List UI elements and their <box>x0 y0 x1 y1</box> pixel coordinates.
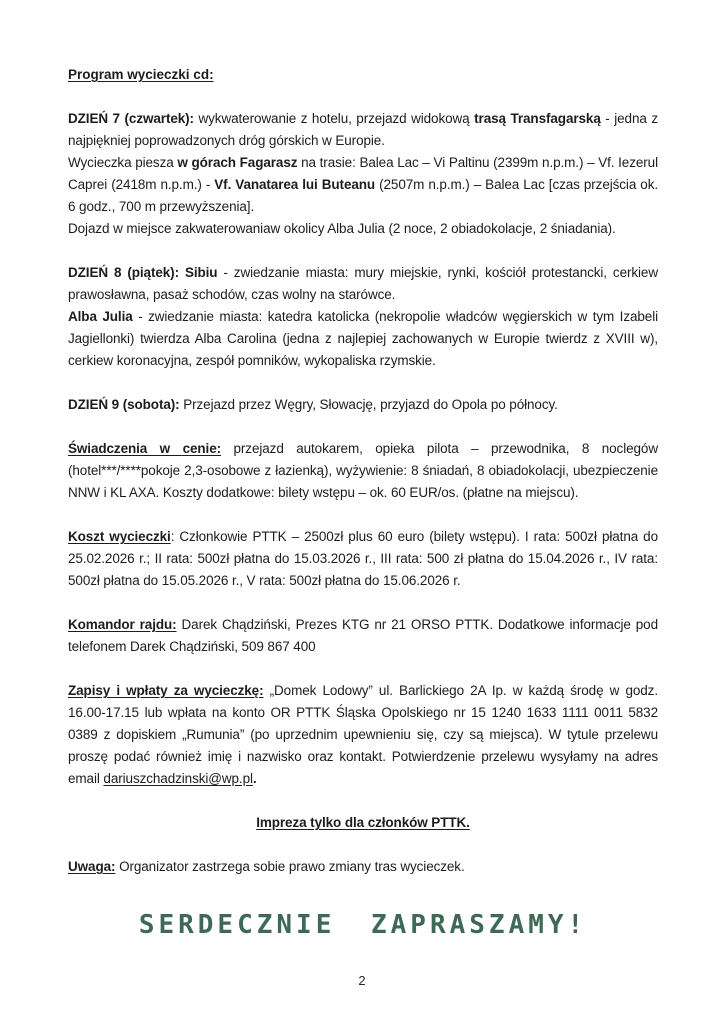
paragraph-dzien-8-alba-julia <box>68 306 658 372</box>
document-blocks <box>68 108 658 878</box>
paragraph-swiadczenia <box>68 438 658 504</box>
email-link[interactable]: dariuszchadzinski@wp.pl <box>103 771 253 786</box>
paragraph-zapisy <box>68 680 658 790</box>
paragraph-koszt-wycieczki <box>68 526 658 592</box>
text-run: „Domek Lodowy” ul. Barlickiego 2A Ip. w każdą środę w godz. 16.00-17.15 lub wpłata na konto OR PTTK Śląska Opolskiego nr 15 1240 1633 1111 0011 5832 0389 z dopiskiem „Rumunia” (po uprzednim upewnieniu się, czy są miejsca). W tytule przelewu proszę podać również imię i nazwisko oraz kontakt. Potwierdzenie przelewu wysyłamy na adres email <box>68 683 658 786</box>
text-run: Dojazd w miejsce zakwaterowaniaw okolicy Alba Julia (2 noce, 2 obiadokolacje, 2 śniadania). <box>68 221 616 236</box>
page-title: Program wycieczki cd: <box>68 67 214 82</box>
text-run: - jedna z najpiękniej poprowadzonych dróg górskich w Europie. <box>68 111 658 148</box>
text-run: DZIEŃ 7 (czwartek): <box>68 111 194 126</box>
paragraph-dzien-9 <box>68 394 658 416</box>
text-run: - zwiedzanie miasta: mury miejskie, rynki, kościół protestancki, cerkiew prawosławna, pasaż schodów, czas wolny na starówce. <box>68 265 658 302</box>
text-run: Impreza tylko dla członków PTTK. <box>256 815 470 830</box>
text-run: Vf. Vanatarea lui Buteanu <box>214 177 376 192</box>
text-run: Alba Julia <box>68 309 133 324</box>
closing-banner: SERDECZNIE ZAPRASZAMY! <box>138 910 588 940</box>
paragraph-dzien-7-wycieczka <box>68 152 658 218</box>
text-run: Organizator zastrzega sobie prawo zmiany tras wycieczek. <box>115 859 465 874</box>
text-run: przejazd autokarem, opieka pilota – przewodnika, 8 noclegów (hotel***/****pokoje 2,3-osobowe z łazienką), wyżywienie: 8 śniadań, 8 obiadokolacji, ubezpieczenie NNW i KL AXA. Koszty dodatkowe: bilety wstępu – ok. 60 EUR/os. (płatne na miejscu). <box>68 441 658 500</box>
paragraph-dzien-8-sibiu <box>68 262 658 306</box>
text-run: Przejazd przez Węgry, Słowację, przyjazd do Opola po północy. <box>179 397 558 412</box>
paragraph-impreza-note <box>68 812 658 834</box>
text-run: Darek Chądziński, Prezes KTG nr 21 ORSO PTTK. Dodatkowe informacje pod telefonem Darek Chądziński, 509 867 400 <box>68 617 658 654</box>
text-run: Koszt wycieczki <box>68 529 171 544</box>
paragraph-uwaga <box>68 856 658 878</box>
paragraph-komandor-rajdu <box>68 614 658 658</box>
text-run: . <box>252 771 257 786</box>
text-run: - zwiedzanie miasta: katedra katolicka (nekropolie władców węgierskich w tym Izabeli Jagiellonki) twierdza Alba Carolina (jedna z najlepiej zachowanych w Europie twierdz z XVIII w), cerkiew koronacyjna, zespół pomników, wykopaliska rzymskie. <box>68 309 658 368</box>
text-run: Świadczenia w cenie: <box>68 441 221 456</box>
text-run: Wycieczka piesza <box>68 155 178 170</box>
paragraph-dzien-7 <box>68 108 658 152</box>
text-run: w górach Fagarasz <box>177 155 298 170</box>
text-run: Uwaga: <box>68 859 116 874</box>
text-run: Komandor rajdu: <box>68 617 177 632</box>
page-number: 2 <box>358 973 366 988</box>
text-run: trasą Transfagarską <box>474 111 601 126</box>
text-run: Zapisy i wpłaty za wycieczkę: <box>68 683 264 698</box>
text-run: DZIEŃ 8 (piątek): Sibiu <box>68 265 218 280</box>
text-run: DZIEŃ 9 (sobota): <box>68 397 180 412</box>
text-run: na trasie: Balea Lac – Vi Paltinu (2399m n.p.m.) – Vf. Iezerul Caprei (2418m n.p.m.) - <box>68 155 658 192</box>
text-run: wykwaterowanie z hotelu, przejazd widokową <box>193 111 475 126</box>
text-run: (2507m n.p.m.) – Balea Lac [czas przejścia ok. 6 godz., 700 m przewyższenia]. <box>68 177 658 214</box>
text-run: : Członkowie PTTK – 2500zł plus 60 euro (bilety wstępu). I rata: 500zł płatna do 25.02.2026 r.; II rata: 500zł płatna do 15.03.2026 r., III rata: 500 zł płatna do 15.04.2026 r., IV rata: 500zł płatna do 15.05.2026 r., V rata: 500zł płatna do 15.06.2026 r. <box>68 529 658 588</box>
document-content <box>68 64 658 940</box>
paragraph-dzien-7-dojazd <box>68 218 658 240</box>
